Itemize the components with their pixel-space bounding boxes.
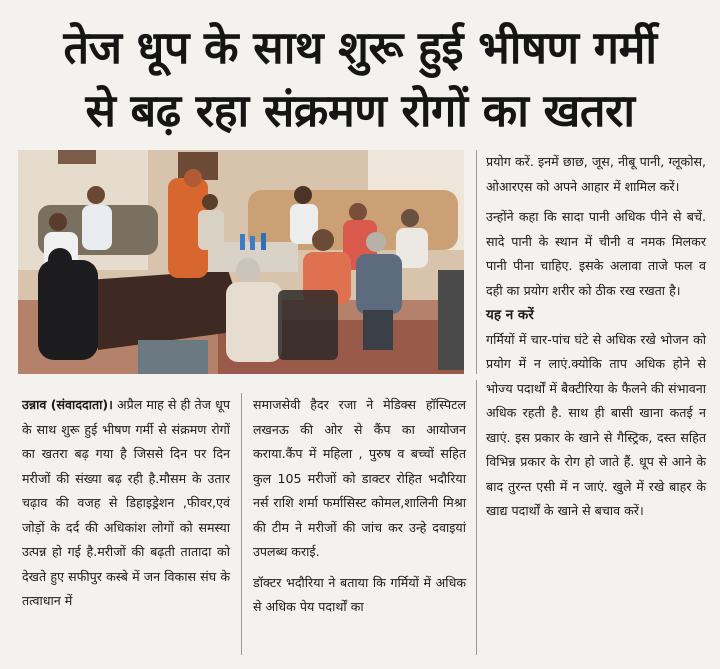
article-paragraph: प्रयोग करें. इनमें छाछ, जूस, नीबू पानी, ग्लूकोस, ओआरएस को अपने आहार में शामिल करें। xyxy=(486,154,706,194)
article-column-right xyxy=(486,150,706,524)
article-column-1 xyxy=(22,393,230,614)
subheading: यह न करें xyxy=(486,307,534,323)
headline-line-1: तेज धूप के साथ शुरू हुई भीषण गर्मी xyxy=(63,21,657,74)
column-divider xyxy=(476,380,477,655)
column-divider xyxy=(476,150,477,374)
article-paragraph: उन्होंने कहा कि सादा पानी अधिक पीने से बचें. सादे पानी के स्थान में चीनी व नमक मिलकर पानी पीना चाहिए. इसके अलावा ताजे फल व दही का प्रयोग शरीर को ठीक रख रखता है। xyxy=(486,209,706,298)
article-text: अप्रैल माह से ही तेज धूप के साथ शुरू हुई भीषण गर्मी से संक्रमण रोगों का खतरा बढ़ गया है जिससे दिन पर दिन मरीजों की संख्या बढ़ रही है.मौसम के उतार चढ़ाव की वजह से डिहाइड्रेशन ,फीवर,एवं जोड़ों के दर्द की अधिकांश लोगों को समस्या उत्पन्न हो गई है.मरीजों की बढ़ती तातादा को देखते हुए सफीपुर कस्बे में जन विकास संघ के तत्वाधान में xyxy=(22,397,230,608)
headline-line-2: से बढ़ रहा संक्रमण रोगों का खतरा xyxy=(85,84,635,137)
article-paragraph: गर्मियों में चार-पांच घंटे से अधिक रखे भोजन को प्रयोग में न लाएं.क्योकि ताप अधिक होने से भोज्य पदार्थों में बैक्टीरिया के फैलने की संभावना अधिक रहती है. साथ ही बासी खाना कतई न खाएं. इस प्रकार के खाने से गैस्ट्रिक, दस्त सहित विभिन्न प्रकार के रोग हो जाते हैं. धूप से आने के बाद तुरन्त एसी में न जाएं. खुले में रखे बाहर के खाद्य पदार्थों के खाने से बचाव करें। xyxy=(486,331,706,518)
article-paragraph: डॉक्टर भदौरिया ने बताया कि गर्मियों में अधिक से अधिक पेय पदार्थों का xyxy=(253,574,466,614)
dateline: उन्नाव (संवाददाता)। xyxy=(22,397,113,412)
article-column-2 xyxy=(253,393,466,620)
news-photo xyxy=(18,150,464,374)
article-paragraph: समाजसेवी हैदर रजा ने मेडिक्स हॉस्पिटल लखनऊ की ओर से कैंप का आयोजन कराया.कैंप में महिला , पुरुष व बच्चों सहित कुल 105 मरीजों को डाक्टर रोहित भदौरिया नर्स राशि शर्मा फर्मासिस्ट कोमल,शालिनी मिश्रा की टीम ने मरीजों की जांच कर उन्हे दवाइयां उपलब्ध कराई. xyxy=(253,397,466,559)
article-paragraph xyxy=(22,393,230,614)
column-divider xyxy=(241,393,242,655)
